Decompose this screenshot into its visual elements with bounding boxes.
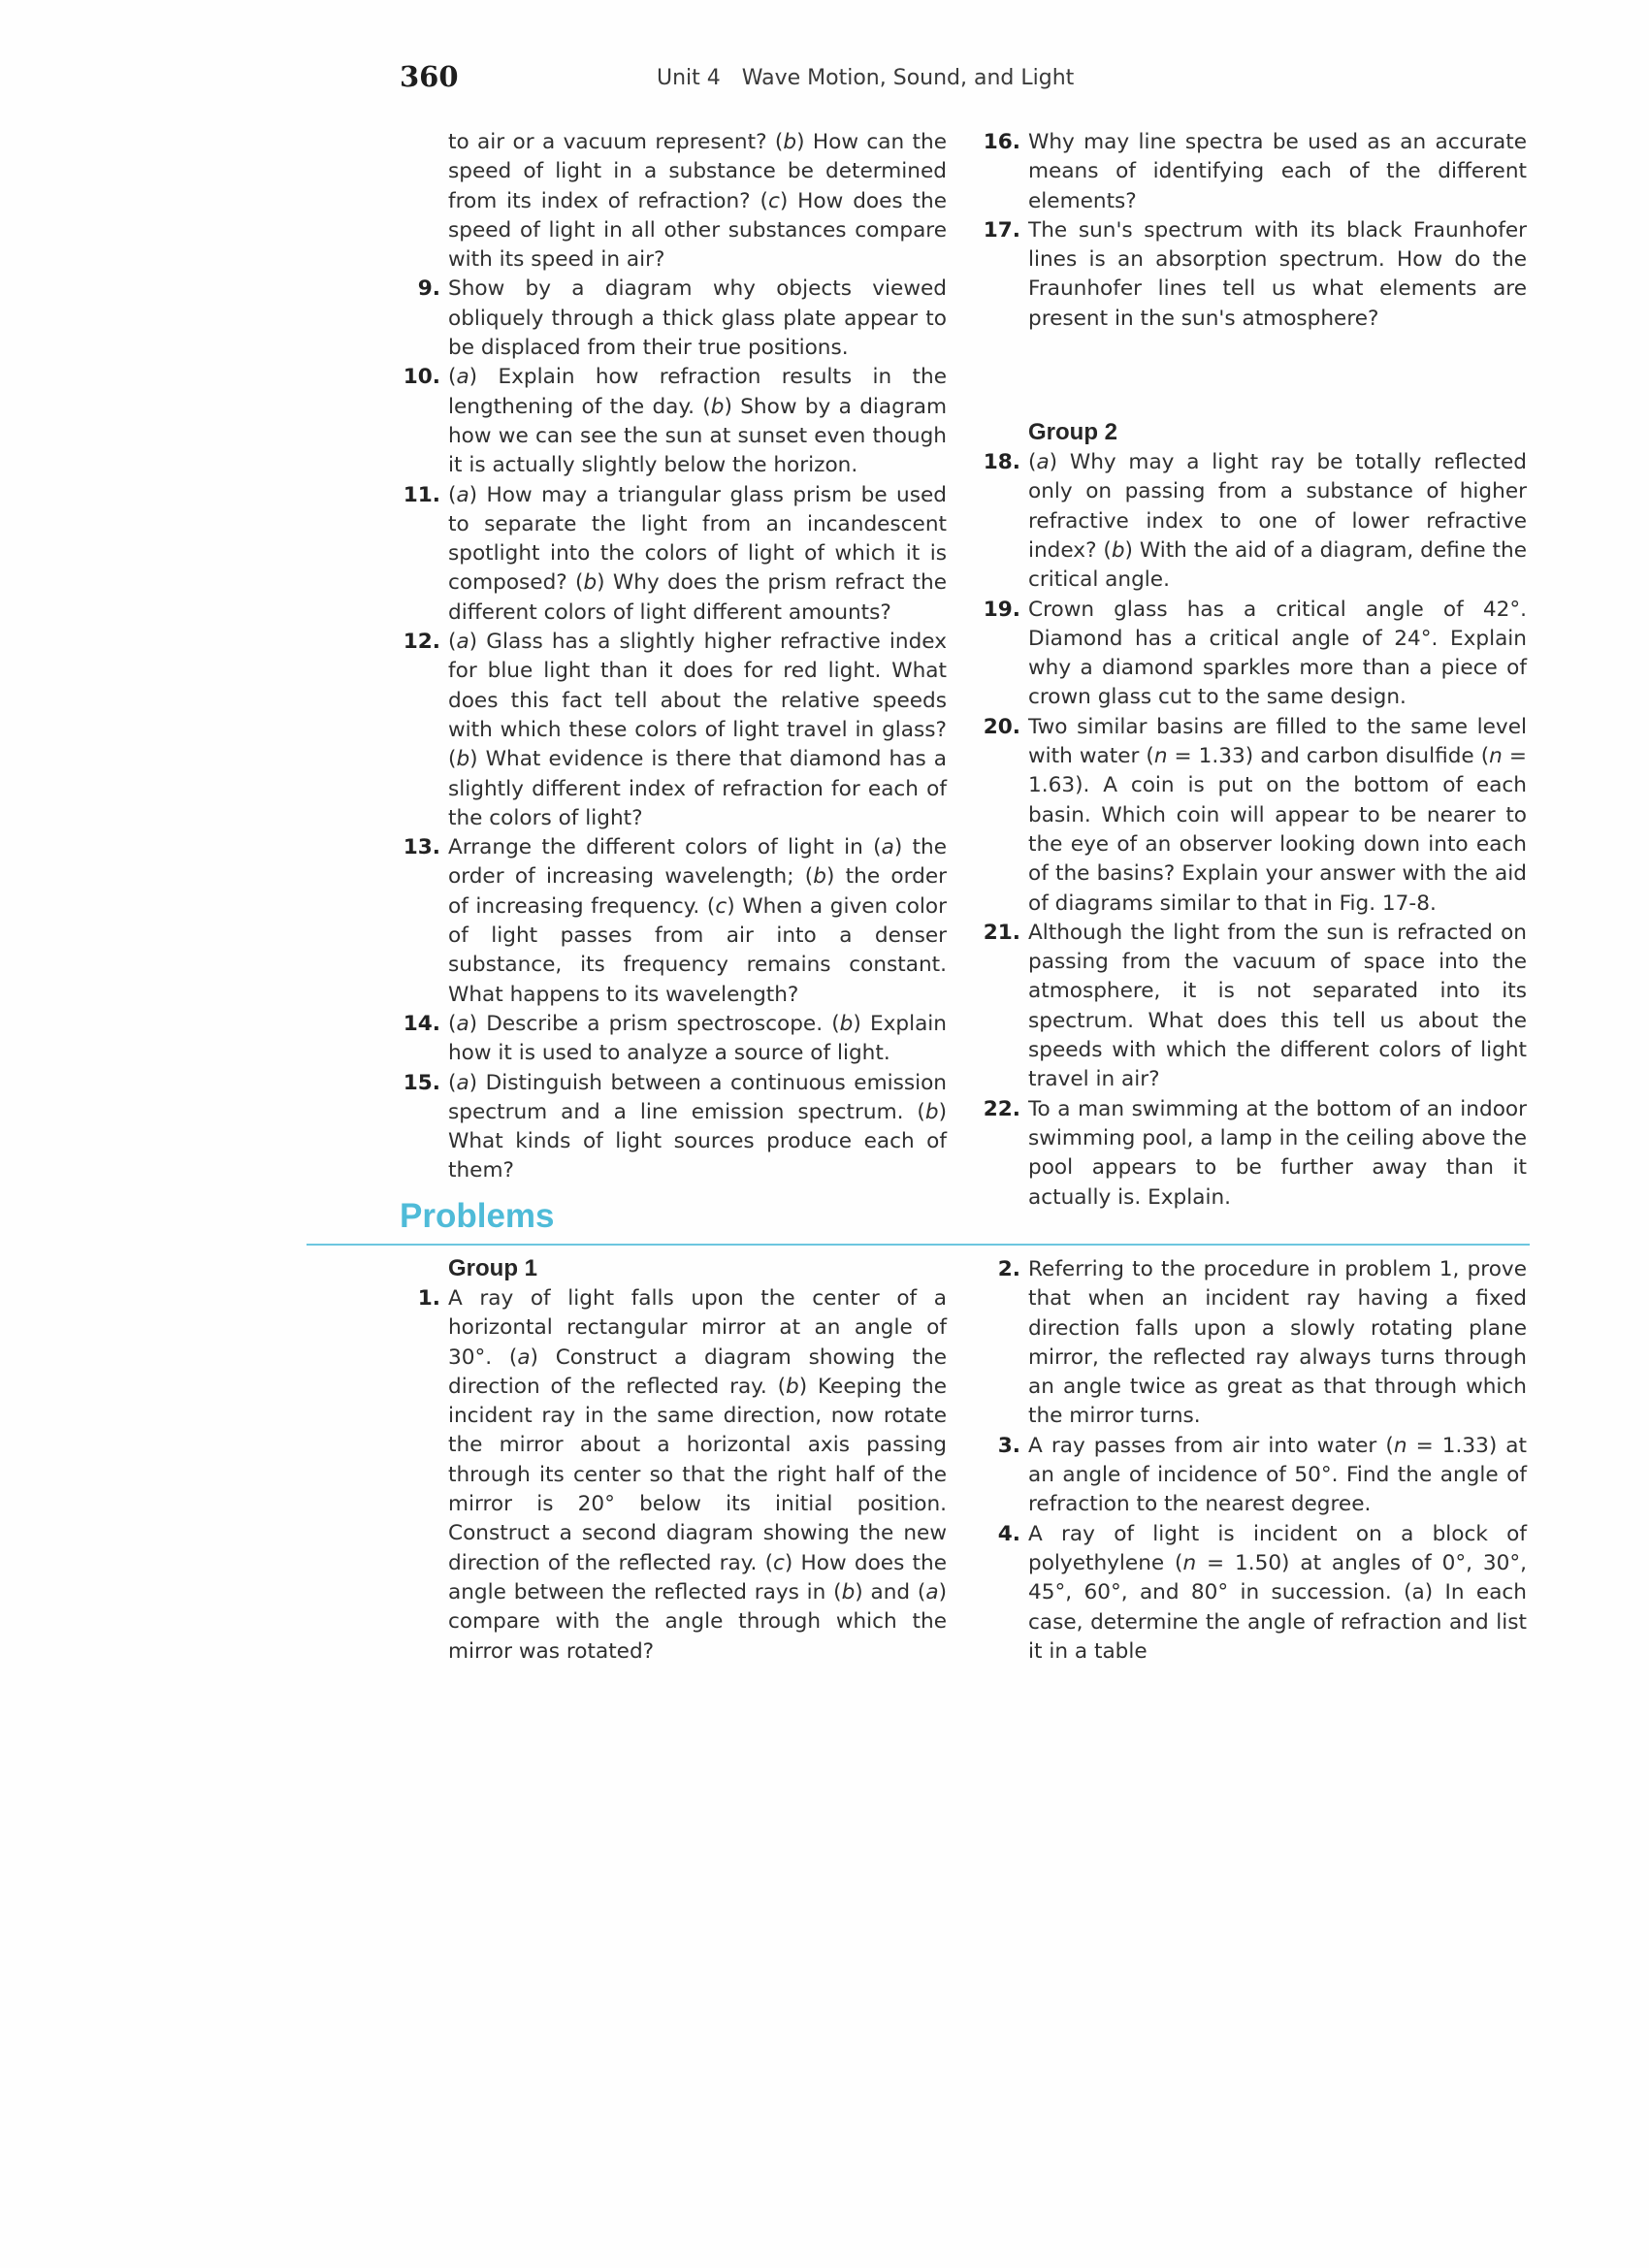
text-run: ) How does the speed of light in all other substances compare with its speed in air? bbox=[448, 188, 947, 273]
question-number: 18. bbox=[983, 450, 1020, 475]
problem-text: ) Keeping the incident ray in the same direction, now rotate the mirror about a horizontal axis passing through its center so that the right half of the mirror is 20° below its initial position. Construct a second diagram showing the new direction of the reflected ray. ( bbox=[448, 1374, 947, 1575]
question-text: ) the order of increasing wavelength; ( bbox=[448, 835, 947, 890]
question-text: ( bbox=[448, 482, 457, 507]
question-item bbox=[980, 448, 1527, 595]
question-text: To a man swimming at the bottom of an indoor swimming pool, a lamp in the ceiling above the pool appears to be further away than it actually is. Explain. bbox=[1028, 1096, 1527, 1210]
question-continuation bbox=[400, 128, 947, 275]
problem-text: ) Construct a diagram showing the direction of the reflected ray. ( bbox=[448, 1345, 947, 1399]
problem-text: ) How does the angle between the reflected rays in ( bbox=[448, 1550, 947, 1604]
question-number: 16. bbox=[983, 130, 1020, 154]
problem-text: = 1.50) at angles of 0°, 30°, 45°, 60°, and 80° in succession. (a) In each case, determine the angle of refraction and list it in a table bbox=[1028, 1550, 1527, 1664]
problem-text: c bbox=[773, 1550, 785, 1575]
question-text: Although the light from the sun is refracted on passing from the vacuum of space into the atmosphere, it is not separated into its spectrum. What does this tell us about the speeds with which the different colors of light travel in air? bbox=[1028, 920, 1527, 1092]
question-number: 11. bbox=[403, 482, 440, 507]
problem-text: = 1.33) at an angle of incidence of 50°. Find the angle of refraction to the nearest degree. bbox=[1028, 1433, 1528, 1517]
question-list-group-2 bbox=[980, 448, 1527, 1213]
question-item bbox=[400, 833, 947, 1010]
problem-text: ) compare with the angle through which the mirror was rotated? bbox=[448, 1579, 947, 1664]
question-item bbox=[400, 275, 947, 363]
question-text: ) Explain how refraction results in the lengthening of the day. ( bbox=[448, 365, 947, 419]
question-text: Two similar basins are filled to the same level with water ( bbox=[1028, 714, 1527, 769]
page-header bbox=[400, 60, 1535, 99]
question-text: b bbox=[710, 394, 725, 419]
question-text: ) How may a triangular glass prism be used to separate the light from an incandescent spotlight into the colors of light of which it is composed? ( bbox=[448, 482, 947, 596]
problem-item bbox=[980, 1255, 1527, 1432]
question-number: 15. bbox=[403, 1070, 440, 1095]
question-text: Crown glass has a critical angle of 42°. Diamond has a critical angle of 24°. Explain why a diamond sparkles more than a piece of crown glass cut to the same design. bbox=[1028, 597, 1527, 710]
question-text: ) Describe a prism spectroscope. ( bbox=[469, 1011, 840, 1036]
question-text: ) With the aid of a diagram, define the critical angle. bbox=[1028, 537, 1527, 593]
question-text: a bbox=[456, 1011, 469, 1036]
problem-number: 2. bbox=[997, 1257, 1020, 1281]
question-text: ) What evidence is there that diamond has a slightly different index of refraction for each of the colors of light? bbox=[448, 747, 947, 830]
problem-item bbox=[980, 1432, 1527, 1520]
group-2-heading: Group 2 bbox=[1028, 419, 1118, 446]
question-item bbox=[980, 1095, 1527, 1213]
question-item bbox=[980, 596, 1527, 713]
question-item bbox=[400, 481, 947, 628]
question-text: n bbox=[1489, 744, 1503, 769]
problem-text: Referring to the procedure in problem 1, prove that when an incident ray having a fixed direction falls upon a slowly rotating plane mirror, the reflected ray always turns through an angle twice as great as that through which the mirror turns. bbox=[1028, 1257, 1527, 1429]
unit-label: Unit 4 bbox=[657, 66, 721, 90]
problem-text: ) and ( bbox=[855, 1579, 926, 1604]
question-number: 19. bbox=[983, 597, 1020, 622]
question-number: 22. bbox=[983, 1096, 1020, 1121]
question-text: b bbox=[1111, 537, 1125, 563]
question-text: n bbox=[1153, 744, 1168, 769]
text-run: b bbox=[783, 130, 797, 154]
question-number: 13. bbox=[403, 835, 440, 860]
problem-text: b bbox=[786, 1374, 799, 1399]
question-number: 12. bbox=[403, 630, 440, 655]
question-text: Arrange the different colors of light in ( bbox=[448, 835, 882, 860]
question-list-right bbox=[980, 128, 1527, 334]
question-item bbox=[400, 1010, 947, 1069]
problem-number: 4. bbox=[997, 1521, 1020, 1546]
question-text: ) the order of increasing frequency. ( bbox=[448, 864, 947, 919]
problem-number: 3. bbox=[997, 1433, 1020, 1458]
question-number: 14. bbox=[403, 1011, 440, 1036]
question-text: a bbox=[1036, 450, 1050, 475]
question-text: ( bbox=[448, 365, 457, 390]
questions-left-column bbox=[400, 128, 947, 1186]
question-number: 20. bbox=[983, 714, 1020, 739]
question-text: = 1.33) and carbon disulfide ( bbox=[1167, 744, 1490, 769]
unit-title: Wave Motion, Sound, and Light bbox=[741, 66, 1075, 90]
question-text: a bbox=[456, 630, 469, 655]
question-text: ) When a given color of light passes from air into a denser substance, its frequency remains constant. What happens to its wavelength? bbox=[448, 893, 947, 1007]
question-text: = 1.63). A coin is put on the bottom of each basin. Which coin will appear to be nearer to the eye of an observer looking down into each of the basins? Explain your answer with the aid of diagrams similar to that in Fig. 17-8. bbox=[1028, 744, 1527, 916]
problem-text: A ray of light falls upon the center of a horizontal rectangular mirror at an angle of 30°. ( bbox=[448, 1286, 947, 1370]
problem-text: b bbox=[841, 1579, 856, 1604]
question-text: b bbox=[456, 747, 470, 772]
question-text: ) Why does the prism refract the different colors of light different amounts? bbox=[448, 570, 948, 625]
question-text: b bbox=[839, 1011, 854, 1036]
question-text: a bbox=[456, 482, 469, 507]
question-item bbox=[400, 628, 947, 833]
problem-text: n bbox=[1182, 1550, 1197, 1575]
question-item bbox=[980, 919, 1527, 1095]
question-text: ( bbox=[448, 1011, 457, 1036]
question-text: a bbox=[456, 365, 469, 390]
question-number: 17. bbox=[983, 217, 1020, 243]
question-text: c bbox=[715, 893, 728, 919]
question-item bbox=[980, 216, 1527, 334]
question-item bbox=[400, 363, 947, 480]
question-text: ) What kinds of light sources produce each of them? bbox=[448, 1099, 947, 1183]
question-text: ( bbox=[448, 630, 457, 655]
question-text: ) Distinguish between a continuous emission spectrum and a line emission spectrum. ( bbox=[448, 1070, 947, 1124]
problem-item bbox=[980, 1520, 1527, 1667]
question-item bbox=[980, 128, 1527, 216]
question-text: b bbox=[583, 570, 598, 596]
question-text: ) Glass has a slightly higher refractive index for blue light than it does for red light. What does this fact tell about the relative speeds with which these colors of light travel in glass? ( bbox=[448, 630, 947, 772]
text-run: ) How can the speed of light in a substance be determined from its index of refraction? ( bbox=[448, 130, 947, 213]
group-1-heading: Group 1 bbox=[448, 1255, 538, 1281]
problems-heading: Problems bbox=[400, 1197, 555, 1235]
question-text: ) Show by a diagram how we can see the sun at sunset even though it is actually slightly below the horizon. bbox=[448, 394, 947, 478]
question-text: ) Explain how it is used to analyze a source of light. bbox=[448, 1011, 947, 1066]
problem-text: a bbox=[925, 1579, 939, 1604]
question-text: ( bbox=[448, 1070, 457, 1095]
problem-item bbox=[400, 1284, 947, 1667]
question-number: 9. bbox=[417, 276, 440, 302]
question-item bbox=[980, 713, 1527, 919]
question-text: Why may line spectra be used as an accurate means of identifying each of the different elements? bbox=[1028, 130, 1527, 213]
question-text: ( bbox=[1028, 450, 1037, 475]
question-text: b bbox=[924, 1099, 939, 1124]
question-number: 21. bbox=[983, 920, 1020, 945]
problems-left-column bbox=[400, 1254, 947, 1667]
problem-list-left bbox=[400, 1284, 947, 1667]
question-text: ) Why may a light ray be totally reflected only on passing from a substance of higher refractive index to one of lower refractive index? ( bbox=[1028, 450, 1527, 563]
question-number: 10. bbox=[403, 365, 440, 390]
problem-text: a bbox=[517, 1345, 531, 1370]
questions-right-column bbox=[980, 128, 1527, 1213]
section-divider bbox=[307, 1244, 1530, 1246]
problem-text: A ray passes from air into water ( bbox=[1028, 1433, 1394, 1458]
problem-list-right bbox=[980, 1255, 1527, 1667]
text-run: to air or a vacuum represent? ( bbox=[448, 130, 784, 154]
page-number: 360 bbox=[400, 60, 459, 93]
question-text: a bbox=[456, 1070, 469, 1095]
question-list-left bbox=[400, 275, 947, 1185]
problems-right-column bbox=[980, 1255, 1527, 1667]
question-item bbox=[400, 1069, 947, 1186]
question-text: Show by a diagram why objects viewed obliquely through a thick glass plate appear to be displaced from their true positions. bbox=[448, 276, 947, 361]
problem-number: 1. bbox=[417, 1286, 440, 1311]
problem-text: A ray of light is incident on a block of polyethylene ( bbox=[1028, 1521, 1527, 1575]
question-text: a bbox=[881, 835, 894, 860]
running-head bbox=[657, 66, 1074, 90]
problem-text: n bbox=[1393, 1433, 1407, 1458]
question-text: b bbox=[813, 864, 826, 890]
question-text: The sun's spectrum with its black Fraunhofer lines is an absorption spectrum. How do the Fraunhofer lines tell us what elements are present in the sun's atmosphere? bbox=[1028, 217, 1527, 331]
text-run: c bbox=[767, 188, 780, 213]
